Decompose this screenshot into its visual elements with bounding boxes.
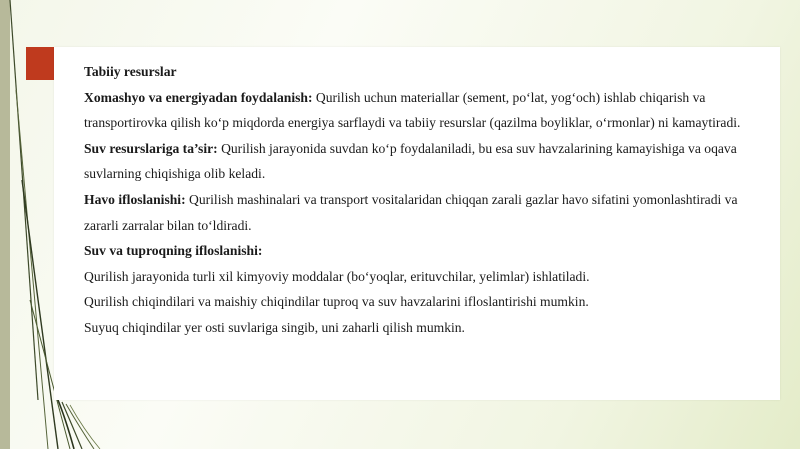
section-air-pollution — [84, 187, 774, 238]
list-item: Suyuq chiqindilar yer osti suvlariga singib, uni zaharli qilish mumkin. — [84, 319, 465, 335]
subheading: Suv va tuproqning ifloslanishi: — [84, 243, 263, 259]
section-heading: Xomashyo va energiyadan foydalanish: — [84, 89, 313, 105]
section-heading: Suv resurslariga ta’sir: — [84, 140, 218, 156]
section-raw-materials — [84, 85, 774, 136]
section-text: Qurilish mashinalari va transport vositalaridan chiqqan zarali gazlar havo sifatini yomonlashtiradi va zararli zarralar bilan to‘ldiradi. — [84, 191, 738, 233]
slide-title: Tabiiy resurslar — [84, 64, 177, 79]
slide-content — [84, 59, 774, 341]
section-water-resources — [84, 136, 774, 187]
section-heading: Havo ifloslanishi: — [84, 191, 186, 207]
accent-tab — [26, 47, 54, 80]
section-text: Qurilish jarayonida suvdan ko‘p foydalaniladi, bu esa suv havzalarining kamayishiga va oqava suvlarning chiqishiga olib keladi. — [84, 140, 737, 182]
list-item: Qurilish jarayonida turli xil kimyoviy moddalar (bo‘yoqlar, erituvchilar, yelimlar) ishlatiladi. — [84, 268, 590, 284]
list-item: Qurilish chiqindilari va maishiy chiqindilar tuproq va suv havzalarini ifloslantirishi mumkin. — [84, 294, 589, 310]
section-text: Qurilish uchun materiallar (sement, po‘lat, yog‘och) ishlab chiqarish va transportirovka qilish ko‘p miqdorda energiya sarflaydi va tabiiy resurslar (qazilma boyliklar, o‘rmonlar) ni kamaytiradi. — [84, 89, 741, 131]
